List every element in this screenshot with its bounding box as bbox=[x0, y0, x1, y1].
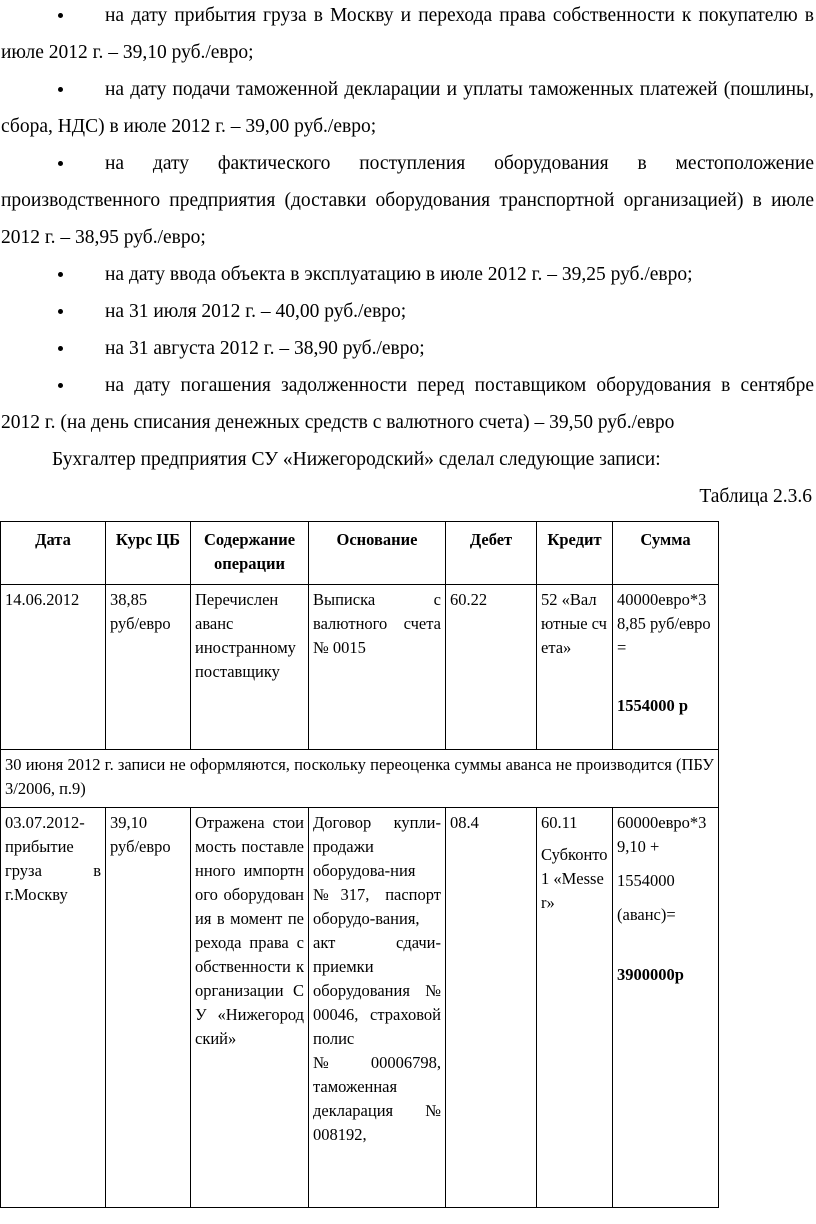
cell-basis bbox=[309, 808, 446, 1208]
table-row bbox=[1, 808, 719, 1208]
list-item-text: на дату подачи таможенной декларации и уплаты таможенных платежей (пошлины, сбора, НДС) в июле 2012 г. – 39,00 руб./евро; bbox=[1, 79, 814, 137]
column-header-debit: Дебет bbox=[446, 522, 537, 585]
cell-text: 52 «Валютные счета» bbox=[541, 590, 607, 657]
cell-text: 03.07.2012-прибытие груза в г.Москву bbox=[5, 813, 101, 904]
cell-text: Отражена стоимость поставленного импортного оборудования в момент перехода права собственности к организации СУ «Нижегородский» bbox=[195, 813, 304, 1048]
cell-sum bbox=[613, 585, 719, 750]
sum-total: 1554000 р bbox=[617, 696, 689, 715]
bullet-dot-icon bbox=[58, 346, 63, 351]
cell-content bbox=[191, 585, 309, 750]
cell-debit bbox=[446, 585, 537, 750]
cell-text: 60.22 bbox=[450, 590, 488, 609]
intro-paragraph: Бухгалтер предприятия СУ «Нижегородский» сделал следующие записи: bbox=[52, 449, 661, 470]
note-cell: 30 июня 2012 г. записи не оформляются, поскольку переоценка суммы аванса не производится (ПБУ 3/2006, п.9) bbox=[1, 750, 719, 808]
column-header-basis: Основание bbox=[309, 522, 446, 585]
cell-text: 08.4 bbox=[450, 813, 479, 832]
cell-rate bbox=[106, 585, 191, 750]
list-item bbox=[1, 145, 816, 256]
cell-text: 14.06.2012 bbox=[5, 590, 80, 609]
list-item bbox=[1, 293, 816, 330]
cell-content bbox=[191, 808, 309, 1208]
rate-unit: руб/евро bbox=[110, 614, 171, 633]
cell-text: Выписка с валютного счета № 0015 bbox=[313, 590, 441, 657]
table-row bbox=[1, 585, 719, 750]
list-item bbox=[1, 367, 816, 441]
rate-value: 39,10 bbox=[110, 813, 148, 832]
cell-credit bbox=[537, 585, 613, 750]
sum-note: (аванс)= bbox=[617, 905, 676, 924]
list-item-text: на дату погашения задолженности перед поставщиком оборудования в сентябре 2012 г. (на день списания денежных средств с валютного счета) – 39,50 руб./евро bbox=[1, 375, 814, 433]
rate-unit: руб/евро bbox=[110, 837, 171, 856]
sum-previous: 1554000 bbox=[617, 871, 675, 890]
list-item bbox=[1, 0, 816, 71]
bullet-dot-icon bbox=[58, 272, 63, 277]
column-header-credit: Кредит bbox=[537, 522, 613, 585]
credit-subaccount: Субконто1 «Messer» bbox=[541, 845, 608, 912]
bullet-dot-icon bbox=[58, 309, 63, 314]
cell-date bbox=[1, 808, 106, 1208]
table-caption: Таблица 2.3.6 bbox=[699, 486, 812, 507]
list-item bbox=[1, 330, 816, 367]
cell-credit bbox=[537, 808, 613, 1208]
ledger-table bbox=[0, 521, 719, 1208]
table-note-row bbox=[1, 750, 719, 808]
bullet-dot-icon bbox=[58, 383, 63, 388]
table-header-row bbox=[1, 522, 719, 585]
sum-calculation: 60000евро*39,10 + bbox=[617, 813, 707, 856]
cell-rate bbox=[106, 808, 191, 1208]
credit-account: 60.11 bbox=[541, 813, 578, 832]
cell-text: Договор купли-продажи оборудова-ния №317, паспорт оборудо-вания, акт сдачи-приемки оборудования № 00046, страховой полис №00006798, таможенная декларация№ 008192, bbox=[313, 813, 441, 1144]
list-item bbox=[1, 71, 816, 145]
rate-value: 38,85 bbox=[110, 590, 148, 609]
cell-basis bbox=[309, 585, 446, 750]
sum-calculation: 40000евро*38,85 руб/евро= bbox=[617, 590, 711, 657]
cell-sum bbox=[613, 808, 719, 1208]
sum-total: 3900000р bbox=[617, 965, 684, 984]
cell-text: Перечислен аванс иностранному поставщику bbox=[195, 590, 296, 681]
column-header-rate: Курс ЦБ bbox=[106, 522, 191, 585]
cell-debit bbox=[446, 808, 537, 1208]
column-header-sum: Сумма bbox=[613, 522, 719, 585]
column-header-content: Содержание операции bbox=[191, 522, 309, 585]
bullet-list bbox=[0, 0, 816, 441]
cell-date bbox=[1, 585, 106, 750]
list-item-text: на 31 июля 2012 г. – 40,00 руб./евро; bbox=[105, 301, 407, 322]
list-item bbox=[1, 256, 816, 293]
list-item-text: на дату ввода объекта в эксплуатацию в июле 2012 г. – 39,25 руб./евро; bbox=[105, 264, 693, 285]
column-header-date: Дата bbox=[1, 522, 106, 585]
bullet-dot-icon bbox=[58, 161, 63, 166]
list-item-text: на 31 августа 2012 г. – 38,90 руб./евро; bbox=[105, 338, 425, 359]
list-item-text: на дату фактического поступления оборудования в местоположение производственного предприятия (доставки оборудования транспортной организацией) в июле 2012 г. – 38,95 руб./евро; bbox=[1, 153, 814, 248]
bullet-dot-icon bbox=[58, 13, 63, 18]
list-item-text: на дату прибытия груза в Москву и перехода права собственности к покупателю в июле 2012 г. – 39,10 руб./евро; bbox=[1, 5, 814, 63]
bullet-dot-icon bbox=[58, 87, 63, 92]
